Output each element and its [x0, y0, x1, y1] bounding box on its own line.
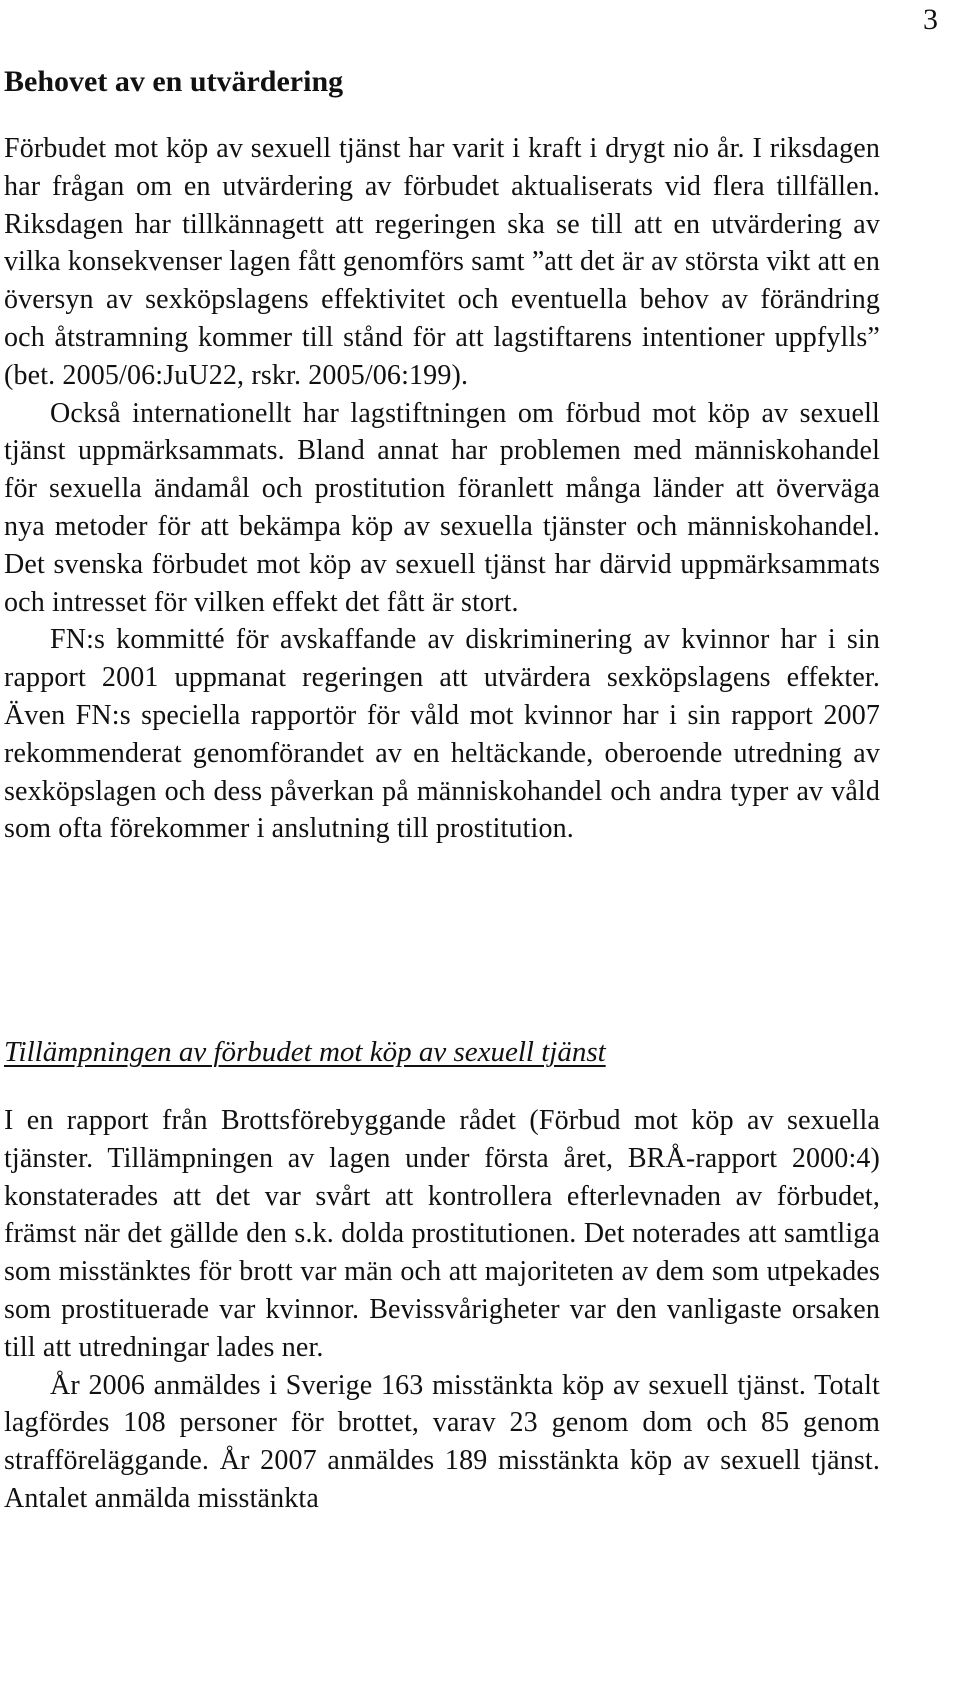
section-heading: Behovet av en utvärdering — [4, 65, 344, 98]
subsection-body — [4, 1102, 880, 1518]
paragraph: År 2006 anmäldes i Sverige 163 misstänkta köp av sexuell tjänst. Totalt lagfördes 108 personer för brottet, varav 23 genom dom och 85 genom strafföreläggande. År 2007 anmäldes 189 misstänkta köp av sexuell tjänst. Antalet anmälda misstänkta — [4, 1369, 880, 1514]
paragraph: Också internationellt har lagstiftningen om förbud mot köp av sexuell tjänst uppmärksammats. Bland annat har problemen med människohandel för sexuella ändamål och prostitution föranlett många länder att överväga nya metoder för att bekämpa köp av sexuella tjänster och människohandel. Det svenska förbudet mot köp av sexuell tjänst har därvid uppmärksammats och intresset för vilken effekt det fått är stort. — [4, 397, 880, 618]
section-body — [4, 130, 880, 848]
page-number: 3 — [923, 3, 938, 36]
paragraph: I en rapport från Brottsförebyggande rådet (Förbud mot köp av sexuella tjänster. Tillämpningen av lagen under första året, BRÅ-rapport 2000:4) konstaterades att det var svårt att kontrollera efterlevnaden av förbudet, främst när det gällde den s.k. dolda prostitutionen. Det noterades att samtliga som misstänktes för brott var män och att majoriteten av dem som utpekades som prostituerade var kvinnor. Bevissvårigheter var den vanligaste orsaken till att utredningar lades ner. — [4, 1105, 880, 1363]
subsection-heading: Tillämpningen av förbudet mot köp av sexuell tjänst — [4, 1036, 606, 1068]
paragraph: Förbudet mot köp av sexuell tjänst har varit i kraft i drygt nio år. I riksdagen har frågan om en utvärdering av förbudet aktualiserats vid flera tillfällen. Riksdagen har tillkännagett att regeringen ska se till att en utvärdering av vilka konsekvenser lagen fått genomförs samt ”att det är av största vikt att en översyn av sexköpslagens effektivitet och eventuella behov av förändring och åtstramning kommer till stånd för att lagstiftarens intentioner uppfylls” (bet. 2005/06:JuU22, rskr. 2005/06:199). — [4, 133, 880, 391]
paragraph: FN:s kommitté för avskaffande av diskriminering av kvinnor har i sin rapport 2001 uppmanat regeringen att utvärdera sexköpslagens effekter. Även FN:s speciella rapportör för våld mot kvinnor har i sin rapport 2007 rekommenderat genomförandet av en heltäckande, oberoende utredning av sexköpslagen och dess påverkan på människohandel och andra typer av våld som ofta förekommer i anslutning till prostitution. — [4, 624, 880, 845]
